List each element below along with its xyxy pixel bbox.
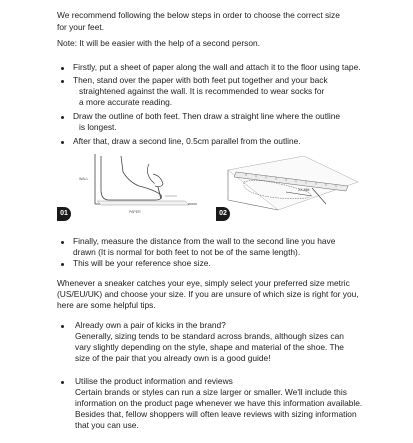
step-3-line-2: is longest. xyxy=(79,122,117,132)
bullet-dot xyxy=(61,241,64,244)
tip-1-line-1: Generally, sizing tends to be standard across brands, although sizes can xyxy=(75,331,344,341)
wall-label: WALL xyxy=(79,177,89,181)
paper-label: PAPER xyxy=(129,210,141,214)
step-badge-02: 02 xyxy=(216,207,230,221)
bullet-dot xyxy=(61,381,64,384)
measure-label: XX MM xyxy=(298,188,310,192)
bullet-dot xyxy=(61,80,64,83)
step-2-line-2: straightened against the wall. It is recommended to wear socks for xyxy=(79,86,325,96)
bullet-dot xyxy=(61,116,64,119)
step-2-line-3: a more accurate reading. xyxy=(79,97,173,107)
tip-2-line-2: information on the product page whenever we have this information available. xyxy=(75,398,363,408)
step-3-line-1: Draw the outline of both feet. Then draw a straight line where the outline xyxy=(73,111,341,121)
step-2-line-1: Then, stand over the paper with both feet put together and your back xyxy=(73,75,328,85)
tip-2-title: Utilise the product information and reviews xyxy=(75,376,233,386)
bullet-dot xyxy=(61,141,64,144)
bullet-dot xyxy=(61,263,64,266)
step-4-line-1: After that, draw a second line, 0.5cm parallel from the outline. xyxy=(73,136,301,146)
tip-2-line-1: Certain brands or styles can run a size larger or smaller. We'll include this xyxy=(75,387,347,397)
tip-1-line-2: vary slightly depending on the style, shape and material of the shoe. The xyxy=(75,342,344,352)
step-1-line-1: Firstly, put a sheet of paper along the wall and attach it to the floor using tape. xyxy=(73,62,361,72)
step-5-line-2: drawn (It is normal for both feet to not be of the same length). xyxy=(73,247,301,257)
intro-line-1: We recommend following the below steps in order to choose the correct size xyxy=(57,10,340,20)
intro-note: Note: It will be easier with the help of a second person. xyxy=(57,38,260,48)
para-line-1: Whenever a sneaker catches your eye, simply select your preferred size metric xyxy=(57,278,350,288)
intro-line-2: for your feet. xyxy=(57,22,105,32)
para-line-3: here are some helpful tips. xyxy=(57,300,156,310)
figure-foot-against-wall xyxy=(57,152,201,222)
bullet-dot xyxy=(61,67,64,70)
para-line-2: (US/EU/UK) and choose your size. If you are unsure of which size is right for you, xyxy=(57,289,359,299)
step-6-line-1: This will be your reference shoe size. xyxy=(73,258,211,268)
figure-outline-measure xyxy=(216,152,366,222)
tip-2-line-3: Besides that, fellow shoppers will often leave reviews with sizing information xyxy=(75,409,357,419)
tip-1-line-3: size of the pair that you already own is a good guide! xyxy=(75,353,271,363)
outline-measure-illustration xyxy=(216,152,366,222)
foot-wall-illustration xyxy=(57,152,201,222)
tip-2-line-4: that you can use. xyxy=(75,420,139,430)
step-5-line-1: Finally, measure the distance from the wall to the second line you have xyxy=(73,236,336,246)
tip-1-title: Already own a pair of kicks in the brand? xyxy=(75,320,226,330)
step-badge-01: 01 xyxy=(57,207,71,221)
bullet-dot xyxy=(61,325,64,328)
